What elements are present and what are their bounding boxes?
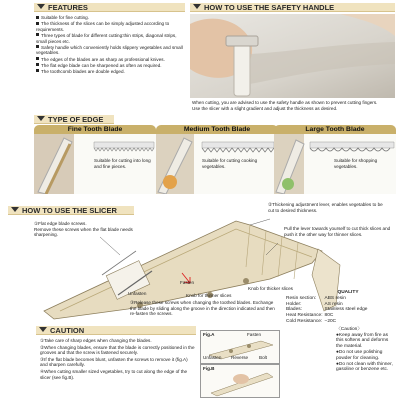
header-arrow-icon: [39, 327, 47, 332]
hand-slicer-illustration: [190, 14, 395, 98]
slicer-note-screws: ①Flat edge blade screws. Remove these screws when the flat blade needs sharpening.: [34, 221, 133, 238]
safety-handle-photo: [190, 14, 395, 98]
quality-caution-title: 〈Caution〉: [336, 326, 363, 332]
figure-b: [200, 364, 280, 398]
quality-row: Heat Resistance: 80C: [286, 313, 334, 319]
slicer-note-toothed: ③Release these screws when changing the toothed blades. Exchange the blade by sliding along the groove in the direction indicated and then re-fasten the screws.: [130, 300, 275, 317]
blade-large-body: [274, 134, 396, 194]
figure-a-label: Fig.A: [203, 332, 215, 337]
feature-item: The edges of the blades are as sharp as professional knives.: [36, 57, 186, 63]
figure-a-bolt: Bolt: [259, 355, 267, 360]
figure-a: [200, 330, 280, 364]
label-knob-thinner: Knob for thinner slices: [186, 293, 232, 298]
caution-item: ④When cutting smaller sized vegetables, try to cut along the edge of the slicer (see fig.B).: [40, 368, 188, 380]
type-of-edge-header: [34, 115, 114, 124]
blade-medium-desc: Suitable for cutting cooking vegetables.: [202, 158, 258, 169]
blade-large: [274, 125, 396, 195]
feature-item: The thickness of the slices can be simply adjusted according to requirements.: [36, 21, 170, 32]
quality-caution-item: ●Do not clean with thinner, gasoline or benzene etc.: [336, 361, 393, 373]
blade-fine: [34, 125, 156, 195]
header-arrow-icon: [11, 207, 19, 212]
quality-row: Cold Resistance: −20C: [286, 318, 337, 324]
bullet-icon: [36, 33, 39, 36]
feature-item: Safety handle which conveniently holds slippery vegetables and small vegetables.: [36, 44, 183, 56]
caution-title: CAUTION: [50, 326, 85, 335]
blade-fine-body: [34, 134, 156, 194]
quality-caution-list: [336, 333, 394, 374]
blade-fine-name: Fine Tooth Blade: [34, 125, 156, 134]
blade-large-name: Large Tooth Blade: [274, 125, 396, 134]
blade-large-desc: Suitable for shopping vegetables.: [334, 158, 378, 169]
figure-a-reverse: Reverse: [231, 355, 249, 360]
slicer-header: [8, 206, 134, 215]
caution-header: [36, 326, 196, 335]
figure-b-drawing: [201, 365, 279, 397]
header-arrow-icon: [193, 4, 201, 9]
safety-handle-text: When cutting, you are advised to use the safety handle as shown to prevent cutting fingers. Use the slicer with a slight gradient and adjust the thickness as desired.: [192, 100, 378, 111]
bullet-icon: [36, 69, 39, 72]
feature-item: The toothcomb blades are double edged.: [36, 69, 186, 75]
quality-table: [286, 296, 369, 325]
features-list: [36, 15, 186, 75]
bullet-icon: [36, 16, 39, 19]
quality-row: Blades: Stainless steel edge: [286, 307, 368, 313]
label-fasten: Fasten: [180, 280, 195, 285]
quality-box: [282, 290, 394, 398]
quality-title: QUALITY: [337, 290, 359, 295]
feature-item: The flat edge blade can be sharpened as often as required.: [36, 63, 186, 69]
header-arrow-icon: [37, 4, 45, 9]
figure-a-unfasten: Unfasten: [203, 355, 222, 360]
quality-caution-item: ●Do not use polishing powder for cleaning.: [336, 349, 383, 361]
quality-caution-item: ●Keep away from fire as this softens and deforms the material.: [336, 332, 389, 350]
figure-b-label: Fig.B: [203, 366, 215, 371]
caution-item: ③If the flat blade becomes blunt, unfasten the screws to remove it (fig.A) and sharpen carefully.: [40, 356, 188, 368]
figure-a-fasten: Fasten: [247, 332, 262, 337]
label-unfasten: Unfasten: [128, 291, 147, 296]
quality-row: Resin section: ABS resin: [286, 295, 346, 301]
bullet-icon: [36, 57, 39, 60]
safety-handle-title: HOW TO USE THE SAFETY HANDLE: [204, 3, 335, 12]
type-of-edge-title: TYPE OF EDGE: [48, 115, 104, 124]
caution-item: ①Take care of sharp edges when changing the blades.: [40, 338, 152, 343]
feature-item: Three types of blade for different cutting:thin strips, diagonal strips, small pieces etc.: [36, 32, 177, 44]
caution-item: ②When changing blades, ensure that the blade is correctly positioned in the grooves and that the screw is fastened securely.: [40, 344, 195, 356]
quality-row: Holder: AS resin: [286, 301, 343, 307]
bullet-icon: [36, 22, 39, 25]
slicer-note-pull: Pull the lever towards yourself to cut thick slices and push it the other way for thinner slices.: [284, 226, 391, 237]
label-knob-thicker: Knob for thicker slices: [248, 286, 293, 291]
blade-medium-name: Medium Tooth Blade: [156, 125, 278, 134]
blade-fine-desc: Suitable for cutting into long and fine pieces.: [94, 158, 151, 169]
blade-medium: [156, 125, 278, 195]
safety-handle-header: [190, 3, 395, 12]
header-arrow-icon: [37, 116, 45, 121]
caution-list: [40, 338, 196, 381]
slicer-title: HOW TO USE THE SLICER: [22, 206, 117, 215]
blade-medium-body: [156, 134, 278, 194]
features-header: [34, 3, 185, 12]
bullet-icon: [36, 45, 39, 48]
slicer-note-lever: ②Thickening adjustment lever, enables vegetables to be cut to desired thickness.: [268, 202, 383, 213]
feature-item: Suitable for fine cutting.: [36, 15, 186, 21]
bullet-icon: [36, 63, 39, 66]
features-title: FEATURES: [48, 3, 88, 12]
